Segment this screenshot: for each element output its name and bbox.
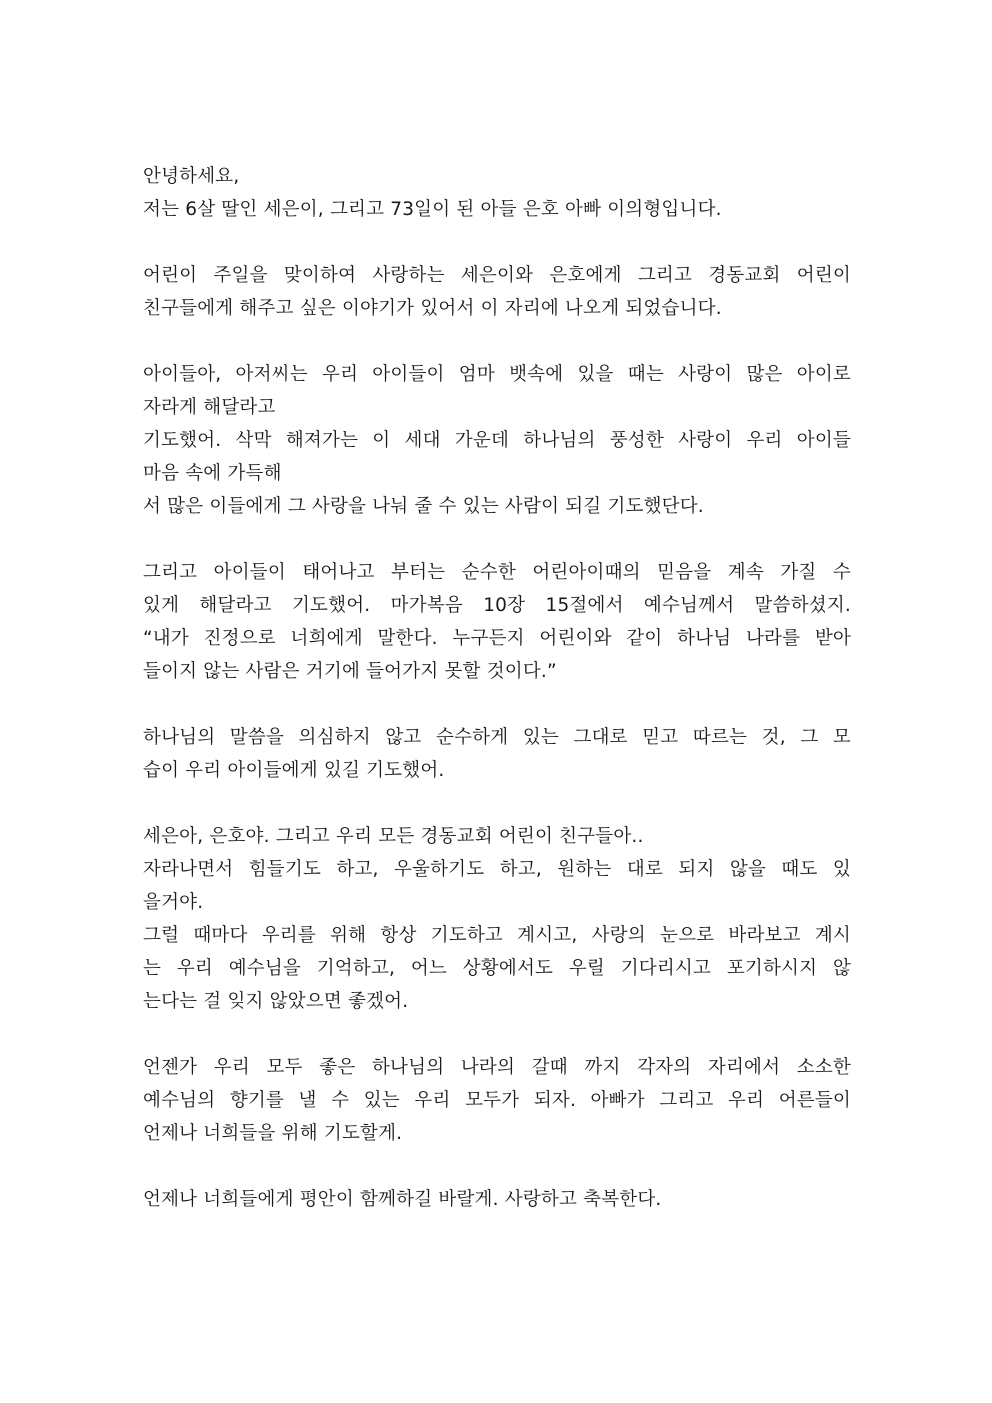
text-line: 마음 속에 가득해 xyxy=(143,463,282,484)
text-line: 을거야. xyxy=(143,892,204,913)
text-line: 하나님의 말씀을 의심하지 않고 순수하게 있는 그대로 믿고 따르는 것, 그 모 xyxy=(143,727,851,748)
text-line: 세은아, 은호야. 그리고 우리 모든 경동교회 어린이 친구들아.. xyxy=(143,826,644,847)
paragraph xyxy=(143,259,851,325)
paragraph xyxy=(143,160,851,226)
text-line: 언제나 너희들을 위해 기도할게. xyxy=(143,1123,403,1144)
text-line: 언제나 너희들에게 평안이 함께하길 바랄게. 사랑하고 축복한다. xyxy=(143,1189,662,1210)
paragraph xyxy=(143,1183,851,1216)
text-line: 저는 6살 딸인 세은이, 그리고 73일이 된 아들 은호 아빠 이의형입니다. xyxy=(143,199,722,220)
paragraph-spacer xyxy=(143,688,851,721)
paragraph-spacer xyxy=(143,1018,851,1051)
text-line: 서 많은 이들에게 그 사랑을 나눠 줄 수 있는 사람이 되길 기도했단다. xyxy=(143,496,704,517)
paragraph xyxy=(143,820,851,1018)
paragraph-spacer xyxy=(143,523,851,556)
text-line: 안녕하세요, xyxy=(143,166,240,187)
paragraph-spacer xyxy=(143,325,851,358)
paragraph xyxy=(143,1051,851,1150)
text-line: 습이 우리 아이들에게 있길 기도했어. xyxy=(143,760,445,781)
paragraph-spacer xyxy=(143,1150,851,1183)
text-line: 는다는 걸 잊지 않았으면 좋겠어. xyxy=(143,991,409,1012)
text-line: 예수님의 향기를 낼 수 있는 우리 모두가 되자. 아빠가 그리고 우리 어른들이 xyxy=(143,1090,851,1111)
text-line: “내가 진정으로 너희에게 말한다. 누구든지 어린이와 같이 하나님 나라를 받아 xyxy=(143,628,851,649)
paragraph-spacer xyxy=(143,226,851,259)
paragraph xyxy=(143,358,851,523)
text-line: 어린이 주일을 맞이하여 사랑하는 세은이와 은호에게 그리고 경동교회 어린이 xyxy=(143,265,851,286)
text-line: 친구들에게 해주고 싶은 이야기가 있어서 이 자리에 나오게 되었습니다. xyxy=(143,298,722,319)
text-line: 그리고 아이들이 태어나고 부터는 순수한 어린아이때의 믿음을 계속 가질 수 xyxy=(143,562,851,583)
text-line: 자라게 해달라고 xyxy=(143,397,276,418)
text-line: 언젠가 우리 모두 좋은 하나님의 나라의 갈때 까지 각자의 자리에서 소소한 xyxy=(143,1057,851,1078)
text-line: 들이지 않는 사람은 거기에 들어가지 못할 것이다.” xyxy=(143,661,557,682)
text-line: 아이들아, 아저씨는 우리 아이들이 엄마 뱃속에 있을 때는 사랑이 많은 아이로 xyxy=(143,364,851,385)
paragraph xyxy=(143,721,851,787)
paragraph xyxy=(143,556,851,688)
document-page xyxy=(143,160,851,1216)
text-line: 는 우리 예수님을 기억하고, 어느 상황에서도 우릴 기다리시고 포기하시지 않 xyxy=(143,958,851,979)
text-line: 있게 해달라고 기도했어. 마가복음 10장 15절에서 예수님께서 말씀하셨지. xyxy=(143,595,851,616)
text-line: 자라나면서 힘들기도 하고, 우울하기도 하고, 원하는 대로 되지 않을 때도 있 xyxy=(143,859,851,880)
text-line: 그럴 때마다 우리를 위해 항상 기도하고 계시고, 사랑의 눈으로 바라보고 계시 xyxy=(143,925,851,946)
text-line: 기도했어. 삭막 해져가는 이 세대 가운데 하나님의 풍성한 사랑이 우리 아이들 xyxy=(143,430,851,451)
paragraph-spacer xyxy=(143,787,851,820)
